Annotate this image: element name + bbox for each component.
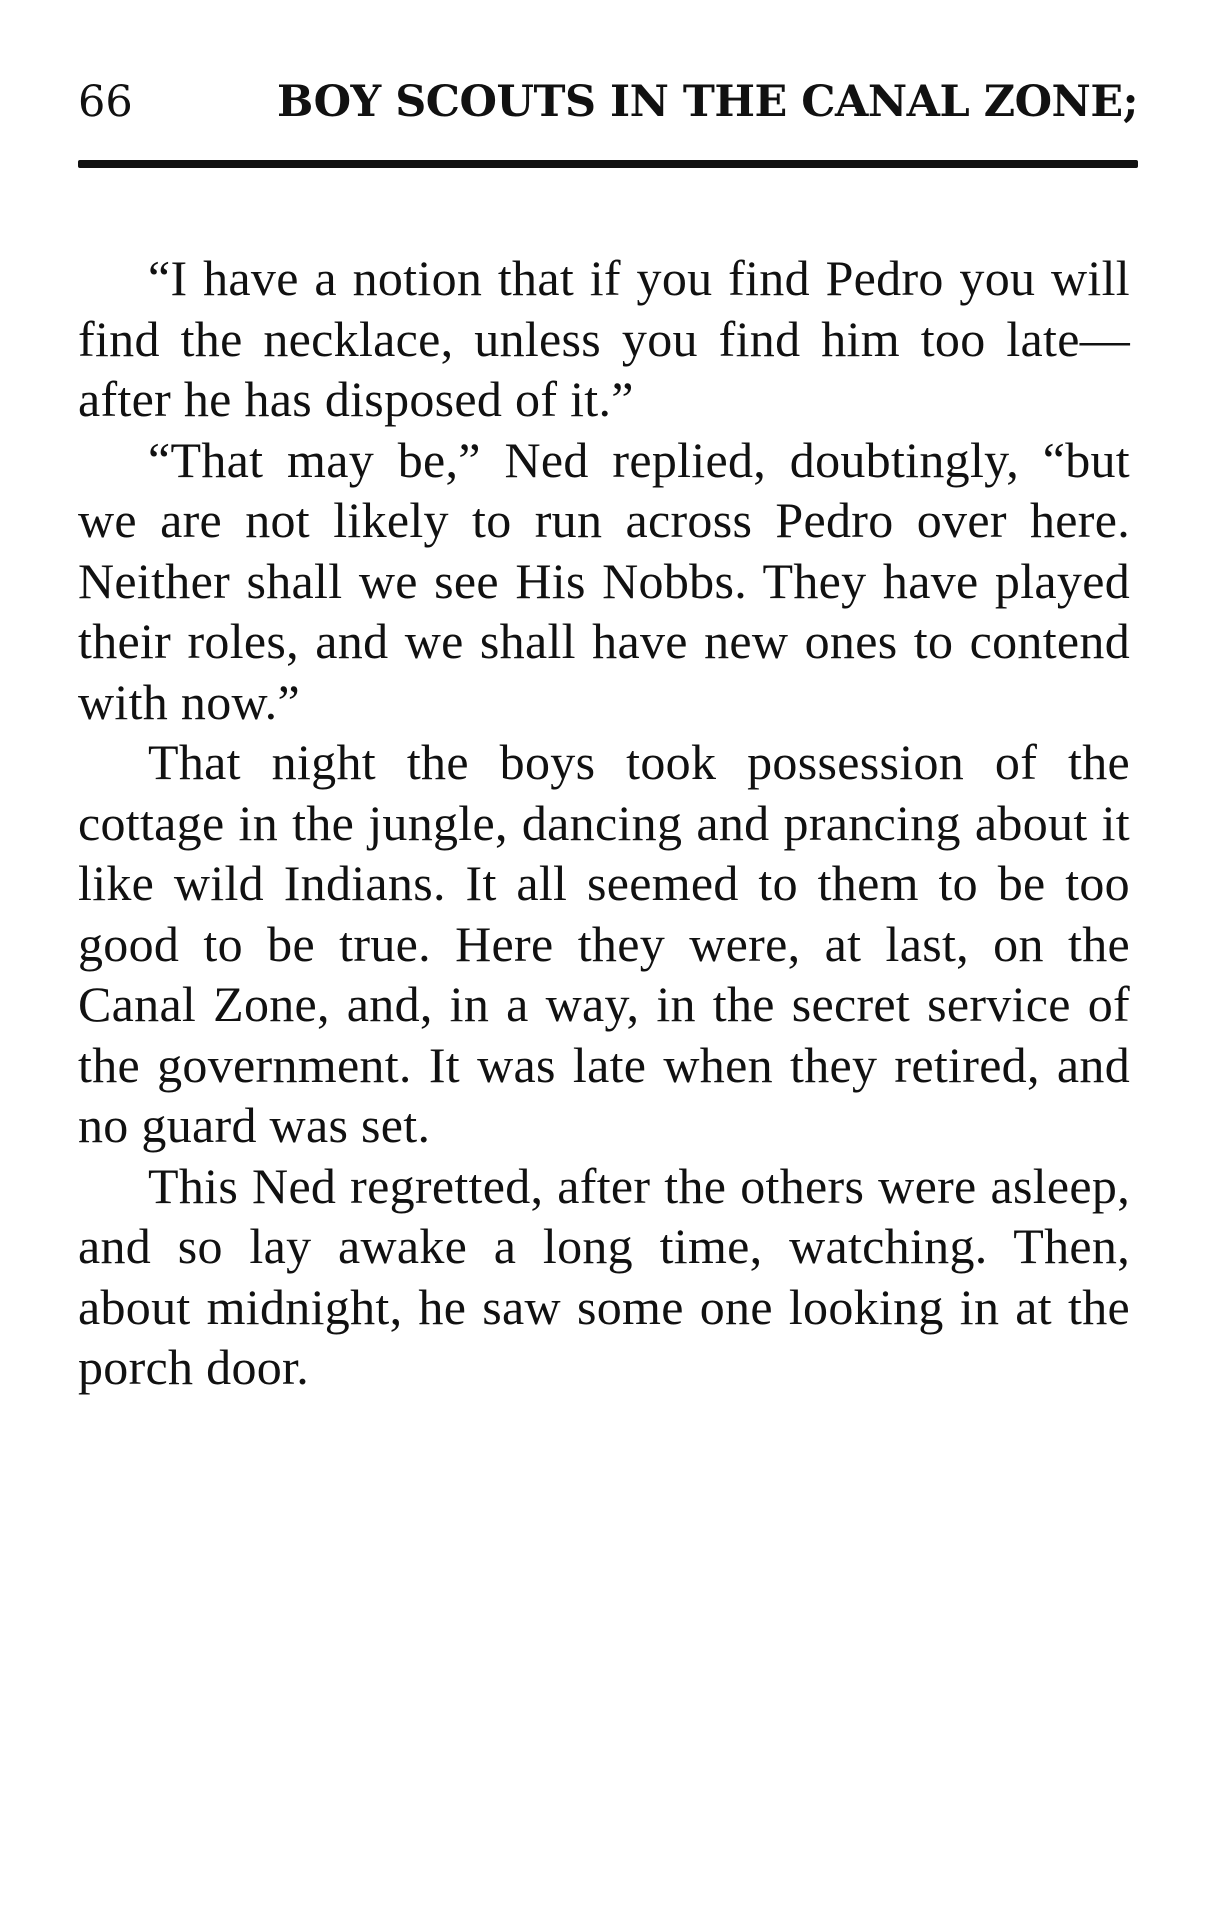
paragraph: “That may be,” Ned replied, doubtingly, “but we are not likely to run across Pedro over here. Neither shall we see His Nobbs. They have played their roles, and we shall have new ones to contend with now.” [78, 431, 1130, 730]
paragraph: “I have a notion that if you find Pedro you will find the necklace, unless you find him too late—after he has disposed of it.” [78, 250, 1130, 427]
running-title: BOY SCOUTS IN THE CANAL ZONE; [276, 77, 1138, 127]
header-rule [78, 160, 1138, 168]
body-text [78, 248, 1130, 1398]
running-head [78, 64, 1138, 127]
page-number: 66 [78, 77, 133, 127]
paragraph: That night the boys took possession of the cottage in the jungle, dancing and prancing about it like wild Indians. It all seemed to them to be too good to be true. Here they were, at last, on the Canal Zone, and, in a way, in the secret service of the government. It was late when they retired, and no guard was set. [78, 734, 1130, 1153]
paragraph: This Ned regretted, after the others were asleep, and so lay awake a long time, watching. Then, about midnight, he saw some one looking in at the porch door. [78, 1157, 1130, 1395]
